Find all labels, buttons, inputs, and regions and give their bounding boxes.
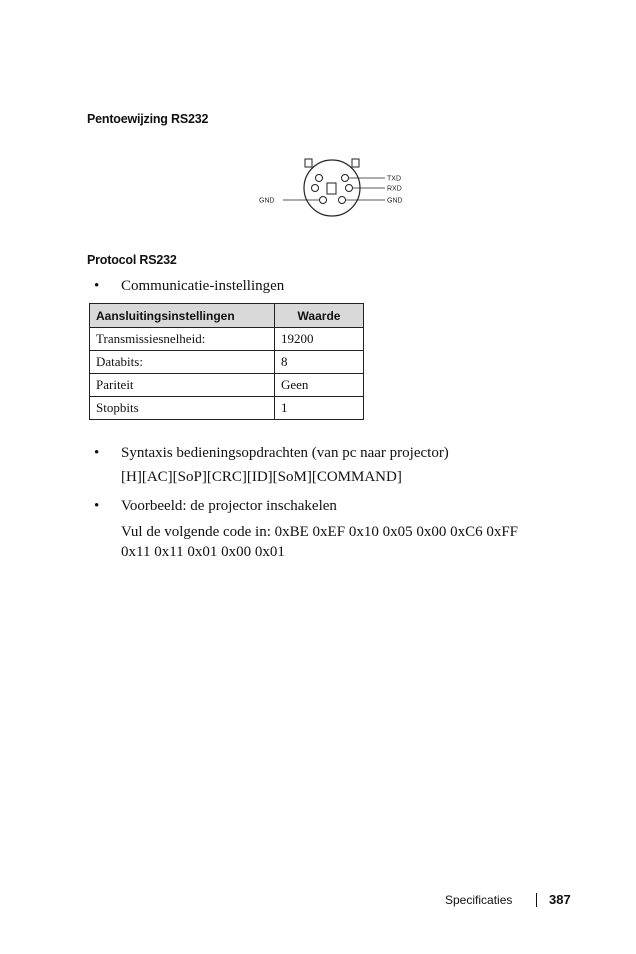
command-syntax-format: [H][AC][SoP][CRC][ID][SoM][COMMAND] <box>121 469 402 485</box>
bullet-example: Voorbeeld: de projector inschakelen <box>121 498 337 514</box>
example-code-line-2: 0x11 0x11 0x01 0x00 0x01 <box>121 544 285 560</box>
connector-outline <box>304 160 360 216</box>
table-cell: 1 <box>275 397 364 420</box>
label-gnd-right: GND <box>387 197 403 205</box>
center-key <box>327 183 336 194</box>
footer-separator <box>536 893 537 907</box>
section-heading-protocol: Protocol RS232 <box>87 253 177 267</box>
table-header-row <box>90 304 364 328</box>
column-header: Waarde <box>275 304 364 328</box>
pin-5 <box>320 197 327 204</box>
pin-4 <box>346 185 353 192</box>
bullet-marker: • <box>94 498 100 514</box>
table-row <box>90 397 364 420</box>
rs232-pinout-diagram <box>255 157 415 219</box>
table-row <box>90 328 364 351</box>
table-cell: Pariteit <box>90 374 275 397</box>
bullet-command-syntax: Syntaxis bedieningsopdrachten (van pc naar projector) <box>121 445 449 461</box>
footer-section-label: Specificaties <box>445 893 513 907</box>
connector-notch-left <box>305 159 312 167</box>
example-code-line-1: Vul de volgende code in: 0xBE 0xEF 0x10 0x05 0x00 0xC6 0xFF <box>121 524 519 540</box>
bullet-marker: • <box>94 278 100 294</box>
table-cell: Stopbits <box>90 397 275 420</box>
label-rxd: RXD <box>387 185 402 193</box>
table-cell: 8 <box>275 351 364 374</box>
bullet-marker: • <box>94 445 100 461</box>
table-row <box>90 351 364 374</box>
table-cell: Transmissiesnelheid: <box>90 328 275 351</box>
column-header: Aansluitingsinstellingen <box>90 304 275 328</box>
page-number: 387 <box>549 892 571 907</box>
connector-notch-right <box>352 159 359 167</box>
table-cell: 19200 <box>275 328 364 351</box>
section-heading-pin-assignment: Pentoewijzing RS232 <box>87 112 209 126</box>
pin-3 <box>312 185 319 192</box>
table-cell: Databits: <box>90 351 275 374</box>
bullet-communication-settings: Communicatie-instellingen <box>121 278 285 294</box>
table-cell: Geen <box>275 374 364 397</box>
pin-6 <box>339 197 346 204</box>
pin-2 <box>342 175 349 182</box>
table-row <box>90 374 364 397</box>
settings-table <box>89 303 364 420</box>
label-gnd-left: GND <box>259 197 275 205</box>
label-txd: TXD <box>387 175 401 183</box>
pin-1 <box>316 175 323 182</box>
